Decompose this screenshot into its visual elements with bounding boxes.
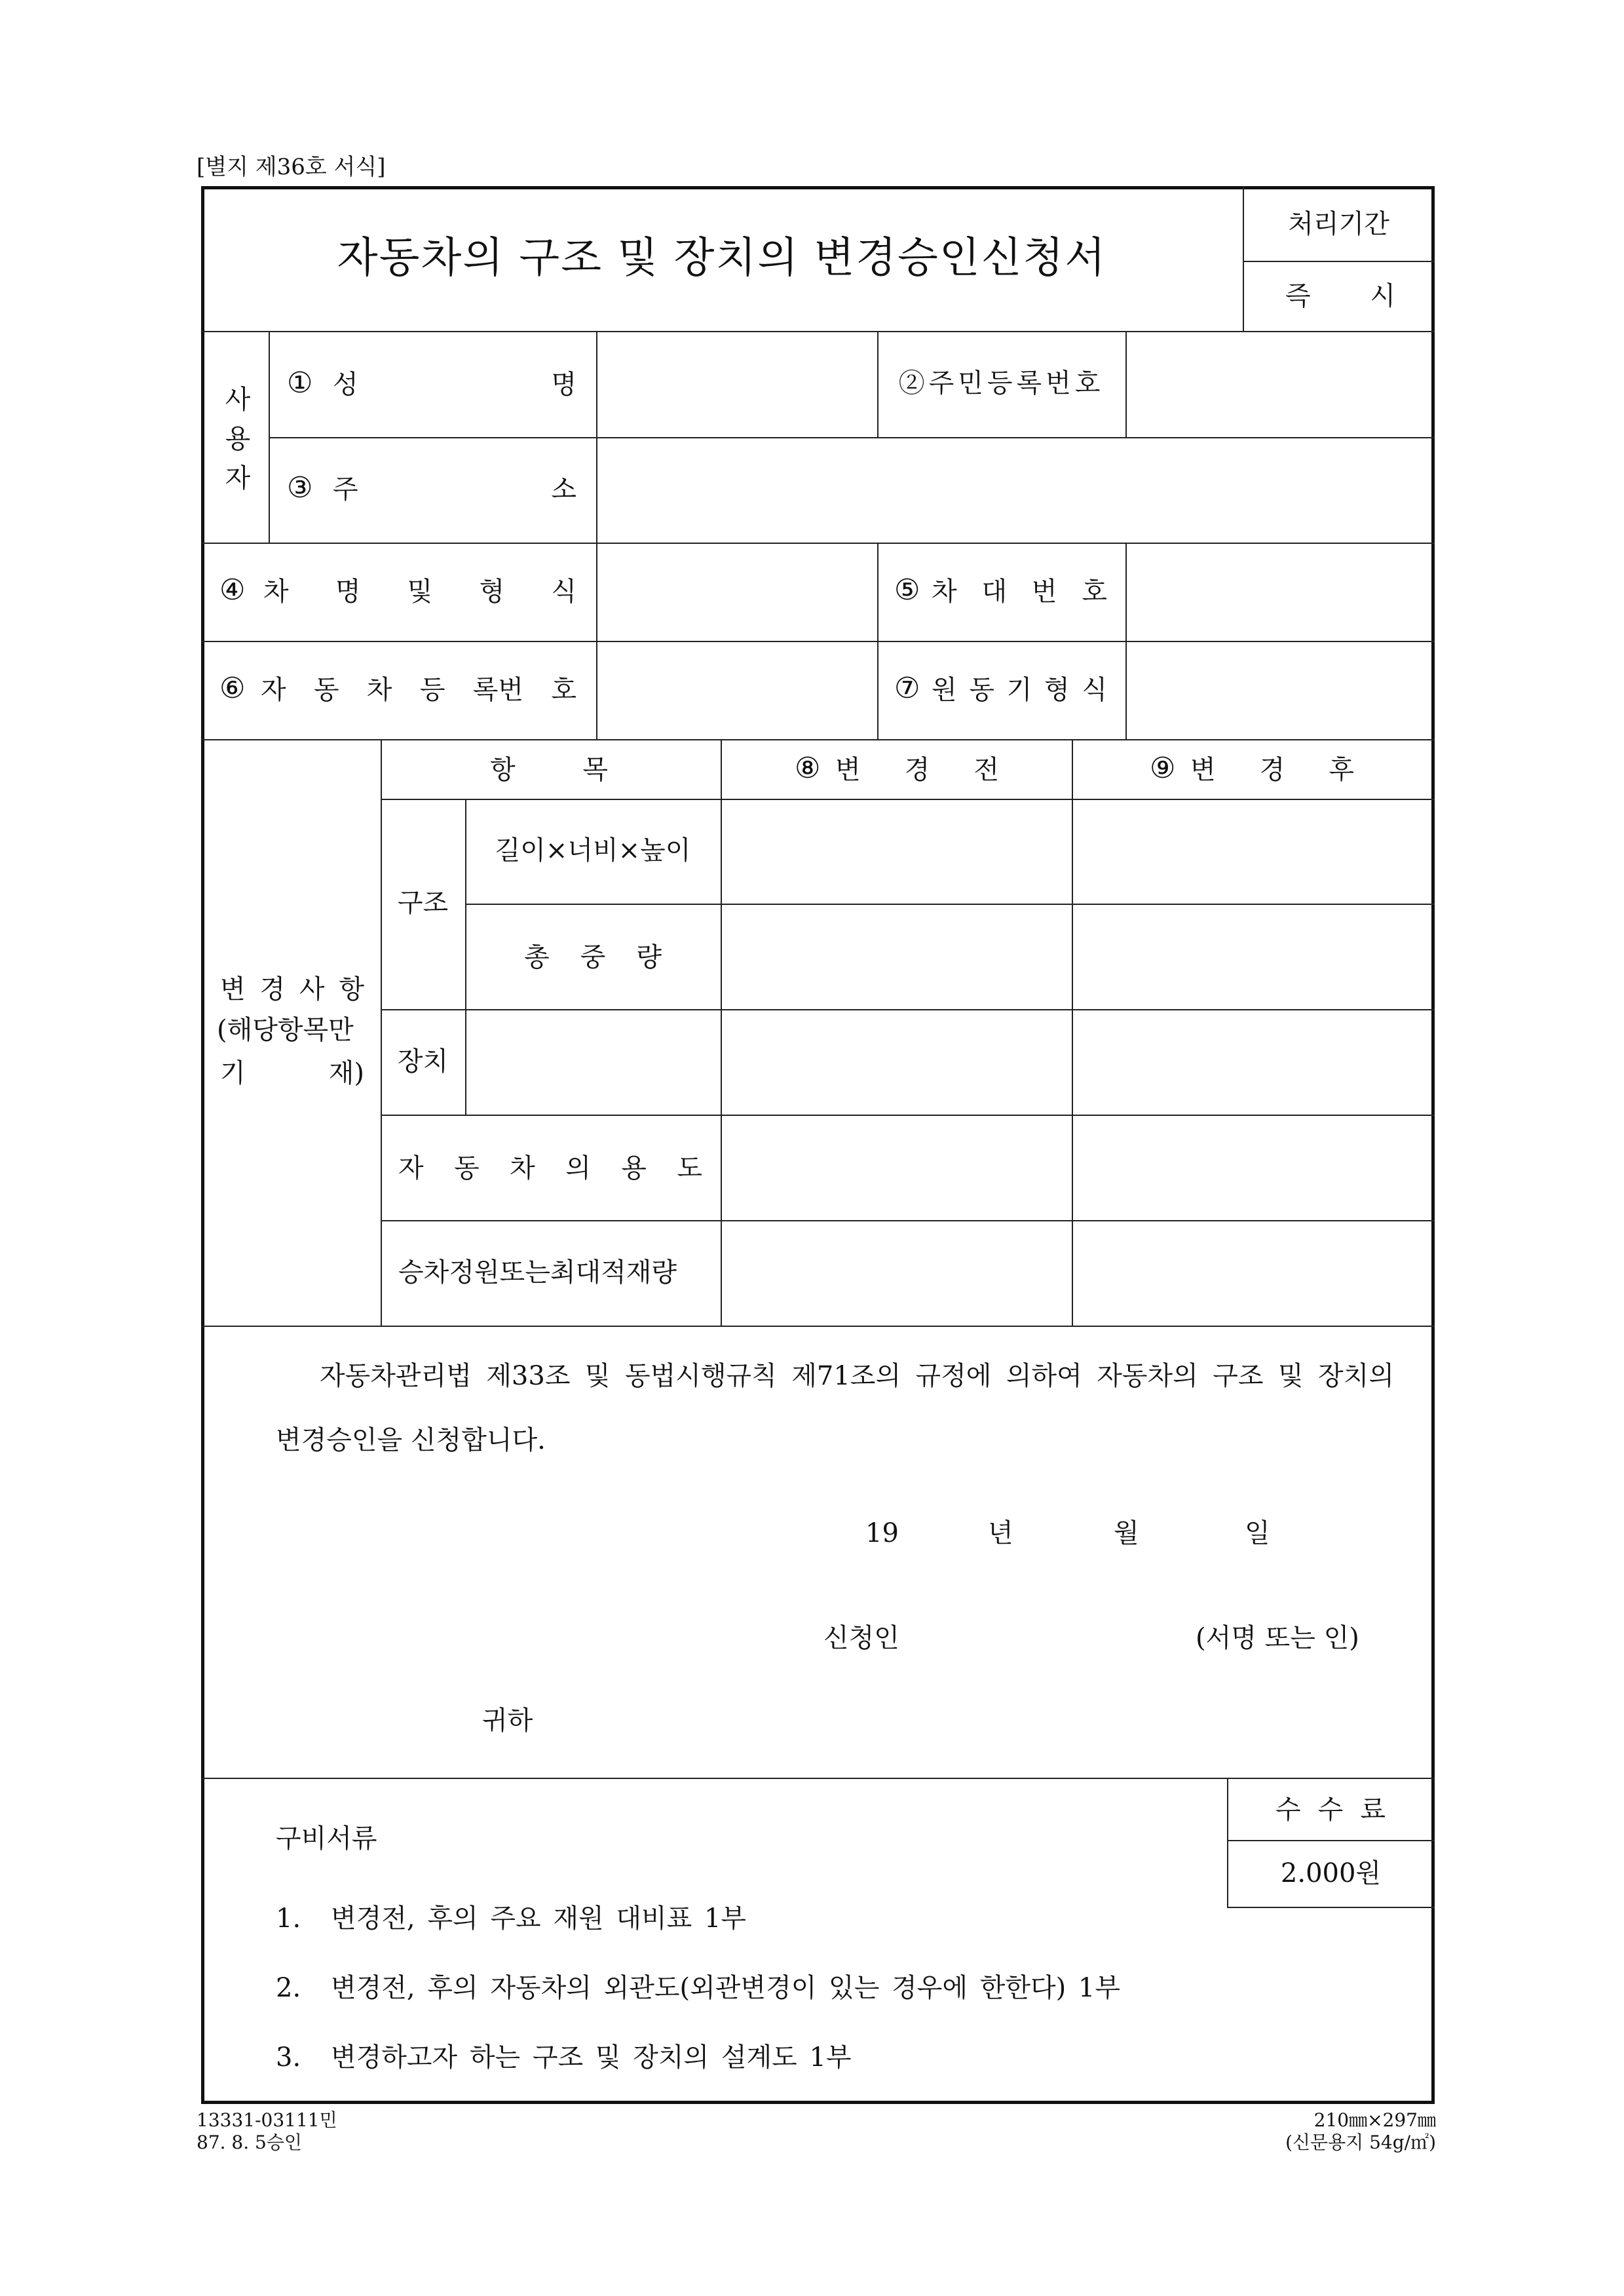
registration-number-label: 자 동 차 등 록번 호	[261, 675, 576, 705]
dimensions-label: 길이×너비×높이	[495, 835, 691, 866]
applicant-label: 신청인	[823, 1623, 899, 1653]
rule-vehicle-bottom	[201, 739, 1435, 740]
dimensions-before-field[interactable]	[722, 800, 1070, 902]
footer-approval: 87. 8. 5승인	[197, 2132, 302, 2153]
registration-number-field[interactable]	[597, 642, 876, 738]
rule-changes-bottom	[201, 1326, 1435, 1327]
rule-statement-bottom	[201, 1778, 1435, 1779]
changes-label-line2: (해당항목만	[217, 1015, 354, 1045]
vehicle-usage-label: 자 동 차 의 용 도	[398, 1153, 702, 1183]
user-section-label: 사 용 자	[225, 385, 251, 493]
vehicle-name-number: ④	[219, 573, 246, 607]
device-label: 장치	[397, 1046, 449, 1077]
rule-fee-bottom	[1227, 1907, 1435, 1908]
document-item-3-num: 3.	[276, 2042, 301, 2073]
column-before-head: 변 경 전	[835, 755, 999, 785]
applicant-field[interactable]	[917, 1612, 1179, 1664]
changes-label-line3: 기 재)	[220, 1058, 364, 1088]
rule-changes-label	[381, 739, 382, 1326]
name-number: ①	[287, 366, 313, 400]
column-after-num: ⑨	[1150, 752, 1176, 785]
rule-vehicle-mid-col	[877, 543, 878, 739]
column-before-num: ⑧	[795, 752, 821, 785]
weight-after-field[interactable]	[1073, 905, 1431, 1008]
processing-period-label: 처리기간	[1288, 209, 1389, 239]
usage-after-field[interactable]	[1073, 1116, 1431, 1219]
column-item-head: 항 목	[490, 755, 608, 785]
device-item-field[interactable]	[466, 1010, 719, 1113]
fee-value: 2.000원	[1280, 1858, 1382, 1888]
statement-line2: 변경승인을 신청합니다.	[276, 1425, 546, 1455]
rule-fee-left	[1227, 1778, 1228, 1907]
document-item-1-num: 1.	[276, 1904, 301, 1934]
dimensions-after-field[interactable]	[1073, 800, 1431, 902]
date-year-unit: 년	[988, 1518, 1013, 1548]
engine-model-num: ⑦	[894, 672, 920, 705]
document-item-3: 변경하고자 하는 구조 및 장치의 설계도 1부	[331, 2042, 852, 2073]
vehicle-name-model-label: 차 명 및 형 식	[263, 577, 576, 607]
document-item-2-num: 2.	[276, 1973, 301, 2003]
footer-paper-type: (신문용지 54g/㎡)	[1285, 2132, 1436, 2153]
chassis-number-field[interactable]	[1127, 544, 1431, 640]
name-field[interactable]	[597, 332, 876, 436]
footer-form-code: 13331-03111민	[197, 2109, 337, 2131]
date-month-unit: 월	[1114, 1518, 1139, 1548]
date-year: 19	[865, 1518, 899, 1548]
statement-line1: 자동차관리법 제33조 및 동법시행규칙 제71조의 규정에 의하여 자동차의 구조 및 장치의	[320, 1361, 1394, 1391]
usage-before-field[interactable]	[722, 1116, 1070, 1219]
changes-label-line1: 변 경 사 항	[220, 974, 364, 1004]
column-after-head: 변 경 후	[1190, 755, 1354, 785]
device-after-field[interactable]	[1073, 1010, 1431, 1113]
footer-paper-size: 210㎜×297㎜	[1313, 2109, 1436, 2131]
total-weight-label: 총 중 량	[524, 942, 662, 972]
form-number-label: [별지 제36호 서식]	[197, 154, 386, 180]
chassis-number-label: 차 대 번 호	[932, 577, 1107, 607]
resident-number-label: ②주민등록번호	[898, 368, 1105, 398]
structure-label: 구조	[397, 888, 449, 918]
rule-fee-mid	[1227, 1840, 1435, 1841]
name-label: 성 명	[333, 370, 576, 400]
capacity-after-field[interactable]	[1073, 1221, 1431, 1324]
address-number: ③	[287, 471, 313, 505]
chassis-number-num: ⑤	[894, 573, 920, 607]
rule-processing	[1243, 261, 1435, 262]
address-label: 주 소	[333, 474, 576, 505]
registration-number-num: ⑥	[219, 672, 246, 705]
engine-model-field[interactable]	[1127, 642, 1431, 738]
signature-label: (서명 또는 인)	[1196, 1623, 1359, 1653]
device-before-field[interactable]	[722, 1010, 1070, 1113]
rule-processing-left	[1243, 186, 1244, 331]
document-item-2: 변경전, 후의 자동차의 외관도(외관변경이 있는 경우에 한한다) 1부	[331, 1973, 1121, 2003]
date-day-unit: 일	[1245, 1518, 1270, 1548]
processing-period-value: 즉 시	[1285, 281, 1395, 311]
capacity-before-field[interactable]	[722, 1221, 1070, 1324]
capacity-label: 승차정원또는최대적재량	[398, 1257, 677, 1288]
document-item-1: 변경전, 후의 주요 재원 대비표 1부	[331, 1904, 747, 1934]
form-title: 자동차의 구조 및 장치의 변경승인신청서	[337, 234, 1107, 282]
fee-label: 수 수 료	[1275, 1795, 1386, 1825]
weight-before-field[interactable]	[722, 905, 1070, 1008]
resident-number-field[interactable]	[1127, 332, 1431, 436]
addressee-label: 귀하	[482, 1706, 533, 1736]
vehicle-name-model-field[interactable]	[597, 544, 876, 640]
engine-model-label: 원 동 기 형 식	[932, 675, 1107, 705]
rule-user-label	[269, 331, 270, 543]
address-field[interactable]	[597, 438, 1431, 541]
documents-title: 구비서류	[276, 1824, 377, 1854]
